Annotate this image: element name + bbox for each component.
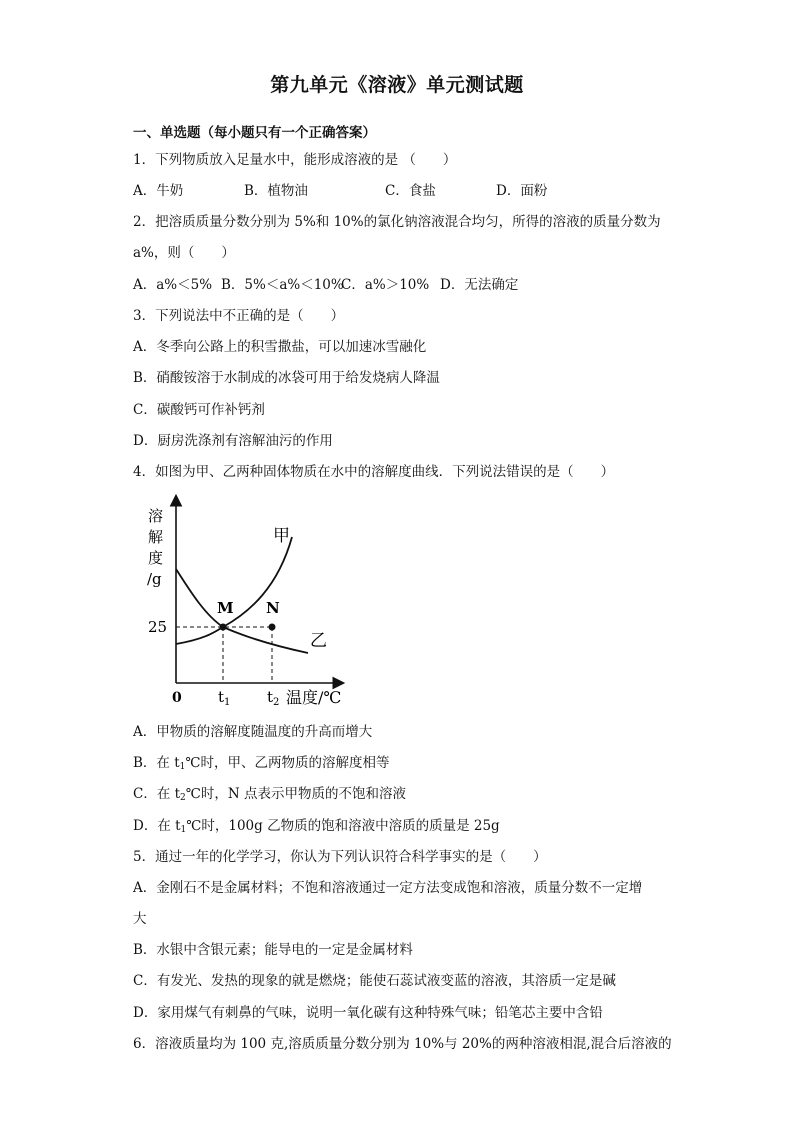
- question-1-options: [133, 182, 673, 200]
- section-heading: 一、单选题（每小题只有一个正确答案）: [133, 125, 376, 141]
- q5-option-b: B．水银中含银元素；能导电的一定是金属材料: [133, 942, 413, 958]
- x-axis-label: 温度/℃: [286, 688, 342, 707]
- q4-option-d: D．在 $t_1℃$时，100g 乙物质的饱和溶液中溶质的质量是 25g: [133, 818, 500, 835]
- q3-option-b: B．硝酸铵溶于水制成的冰袋可用于给发烧病人降温: [133, 370, 440, 386]
- question-2-options: [133, 276, 673, 294]
- question-6-stem: 6．溶液质量均为 100 克,溶质质量分数分别为 10%与 20%的两种溶液相混,混合后溶液的: [133, 1036, 672, 1052]
- point-m: [220, 624, 227, 631]
- q5-option-c: C．有发光、发热的现象的就是燃烧；能使石蕊试液变蓝的溶液，其溶质一定是碱: [133, 973, 616, 989]
- question-2-stem-cont: a%，则（ ）: [133, 245, 235, 261]
- q4-option-a: A．甲物质的溶解度随温度的升高而增大: [133, 724, 373, 740]
- q2-option-d: D．无法确定: [440, 277, 519, 293]
- x-tick-t1: $t_1$: [218, 688, 231, 708]
- solubility-curve-graph: [130, 487, 350, 709]
- q2-option-a: A．a%＜5%: [133, 277, 213, 293]
- q5-option-a: A．金刚石不是金属材料；不饱和溶液通过一定方法变成饱和溶液，质量分数不一定增: [133, 880, 643, 896]
- q1-option-d: D．面粉: [496, 183, 548, 199]
- question-1-stem: 1．下列物质放入足量水中，能形成溶液的是 （ ）: [133, 152, 457, 168]
- q5-option-d: D．家用煤气有刺鼻的气味，说明一氧化碳有这种特殊气味；铅笔芯主要中含铅: [133, 1005, 603, 1021]
- point-n-label: N: [266, 599, 280, 617]
- q3-option-a: A．冬季向公路上的积雪撒盐，可以加速冰雪融化: [133, 339, 427, 355]
- q3-option-d: D．厨房洗涤剂有溶解油污的作用: [133, 433, 333, 449]
- q5-option-a-cont: 大: [133, 911, 147, 927]
- q2-option-b: B．5%＜a%＜10%: [221, 277, 344, 293]
- origin-label: 0: [172, 690, 182, 706]
- question-4-stem: 4．如图为甲、乙两种固体物质在水中的溶解度曲线．下列说法错误的是（ ）: [133, 464, 615, 480]
- y-tick-25: 25: [148, 618, 168, 636]
- q2-option-c: C．a%＞10%: [341, 277, 430, 293]
- curve-yi-label: 乙: [310, 631, 327, 651]
- y-axis-label-1: 溶: [148, 507, 164, 525]
- q4-option-b: B．在 $t_1℃$时，甲、乙两物质的溶解度相等: [133, 755, 390, 772]
- question-5-stem: 5．通过一年的化学学习，你认为下列认识符合科学事实的是（ ）: [133, 849, 547, 865]
- x-tick-t2: $t_2$: [267, 688, 280, 708]
- q3-option-c: C．碳酸钙可作补钙剂: [133, 402, 265, 418]
- point-m-label: M: [217, 599, 234, 617]
- y-axis-label-4: /g: [147, 570, 162, 588]
- curve-jia-label: 甲: [273, 526, 290, 546]
- q1-option-a: A．牛奶: [133, 183, 184, 199]
- y-axis-label-2: 解: [148, 528, 164, 546]
- question-2-stem: 2．把溶质质量分数分别为 5%和 10%的氯化钠溶液混合均匀，所得的溶液的质量分数为: [133, 214, 661, 230]
- q1-option-b: B．植物油: [244, 183, 308, 199]
- point-n: [269, 624, 276, 631]
- q4-option-c: C．在 $t_2℃$时，N 点表示甲物质的不饱和溶液: [133, 786, 406, 803]
- page-title: 第九单元《溶液》单元测试题: [270, 74, 524, 96]
- q1-option-c: C．食盐: [385, 183, 436, 199]
- y-axis-label-3: 度: [148, 549, 164, 567]
- question-3-stem: 3．下列说法中不正确的是（ ）: [133, 308, 345, 324]
